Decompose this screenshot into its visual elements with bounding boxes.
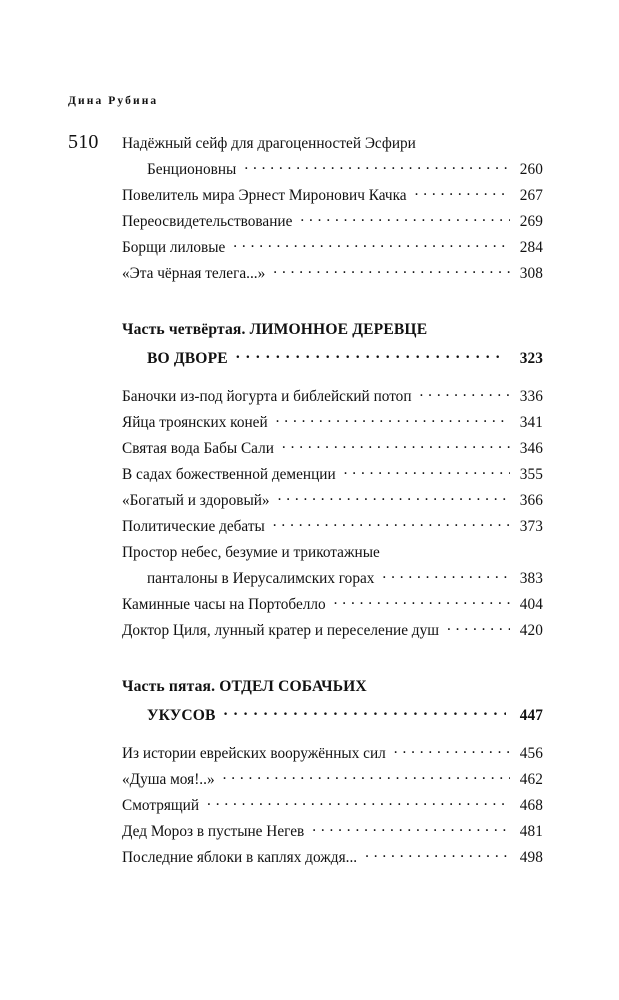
toc-entry[interactable]	[122, 462, 543, 488]
toc-entry-page-number: 404	[519, 596, 543, 613]
toc-part-heading-line[interactable]	[122, 672, 543, 701]
dot-leader	[273, 515, 510, 531]
table-of-contents	[122, 131, 543, 871]
toc-entry-title: «Богатый и здоровый»	[122, 492, 270, 509]
toc-entry-page-number: 481	[519, 823, 543, 840]
toc-entry-line[interactable]	[122, 436, 543, 462]
dot-leader	[388, 541, 510, 557]
toc-entry[interactable]	[122, 261, 543, 287]
toc-entry-title: Борщи лиловые	[122, 239, 226, 256]
toc-entry[interactable]	[122, 384, 543, 410]
toc-entry[interactable]	[122, 592, 543, 618]
dot-leader	[223, 768, 510, 784]
toc-entry[interactable]	[122, 845, 543, 871]
dot-leader	[233, 236, 510, 252]
toc-entry[interactable]	[122, 618, 543, 644]
dot-leader	[365, 846, 510, 862]
toc-part-heading[interactable]	[122, 315, 543, 373]
dot-leader	[312, 820, 510, 836]
toc-part-heading-line[interactable]	[122, 315, 543, 344]
toc-entry-title: панталоны в Иерусалимских горах	[147, 570, 375, 587]
dot-leader	[382, 567, 510, 583]
toc-entry-title: Из истории еврейских вооружённых сил	[122, 745, 386, 762]
toc-entry-line[interactable]	[122, 793, 543, 819]
toc-entry[interactable]	[122, 488, 543, 514]
spacer	[122, 644, 543, 672]
toc-entry-page-number: 366	[519, 492, 543, 509]
toc-entry-line[interactable]	[122, 540, 543, 566]
toc-entry-line[interactable]	[122, 209, 543, 235]
toc-entry-line[interactable]	[122, 261, 543, 287]
spacer	[122, 373, 543, 384]
dot-leader	[424, 132, 510, 148]
dot-leader	[375, 675, 506, 691]
dot-leader	[244, 158, 510, 174]
toc-entry-title: Смотрящий	[122, 797, 200, 814]
spacer	[122, 287, 543, 315]
dot-leader	[282, 437, 510, 453]
toc-entry-page-number: 336	[519, 388, 543, 405]
toc-entry-title: Яйца троянских коней	[122, 414, 268, 431]
toc-entry-page-number: 341	[519, 414, 543, 431]
toc-entry[interactable]	[122, 514, 543, 540]
toc-entry-title: Бенционовны	[147, 161, 237, 178]
dot-leader	[278, 489, 510, 505]
toc-entry-title: Надёжный сейф для драгоценностей Эсфири	[122, 135, 416, 152]
toc-entry-page-number: 284	[519, 239, 543, 256]
toc-part-heading-title: Часть пятая. ОТДЕЛ СОБАЧЬИХ	[122, 678, 367, 695]
toc-entry-line[interactable]	[122, 131, 543, 157]
dot-leader	[394, 742, 510, 758]
toc-entry-line[interactable]	[122, 741, 543, 767]
toc-part-heading-title: Часть четвёртая. ЛИМОННОЕ ДЕРЕВЦЕ	[122, 321, 428, 338]
toc-entry-line[interactable]	[122, 819, 543, 845]
toc-part-heading[interactable]	[122, 672, 543, 730]
running-head: Дина Рубина	[68, 95, 159, 107]
toc-entry[interactable]	[122, 793, 543, 819]
dot-leader	[300, 210, 510, 226]
toc-entry-line[interactable]	[122, 384, 543, 410]
toc-entry-page-number: 355	[519, 466, 543, 483]
toc-entry-line[interactable]	[122, 767, 543, 793]
dot-leader	[415, 184, 510, 200]
folio-page-number: 510	[68, 131, 99, 153]
toc-entry-title: Каминные часы на Портобелло	[122, 596, 326, 613]
toc-entry-title: «Душа моя!..»	[122, 771, 215, 788]
toc-entry-page-number: 269	[519, 213, 543, 230]
toc-entry[interactable]	[122, 819, 543, 845]
toc-entry-page-number: 260	[519, 161, 543, 178]
toc-part-heading-line[interactable]	[122, 701, 543, 730]
toc-entry-line[interactable]	[122, 845, 543, 871]
toc-entry[interactable]	[122, 741, 543, 767]
toc-entry-line[interactable]	[122, 618, 543, 644]
dot-leader	[236, 347, 506, 363]
toc-entry-title: Повелитель мира Эрнест Миронович Качка	[122, 187, 407, 204]
toc-entry[interactable]	[122, 410, 543, 436]
dot-leader	[273, 262, 510, 278]
toc-entry-line[interactable]	[122, 462, 543, 488]
toc-entry-title: В садах божественной деменции	[122, 466, 336, 483]
toc-part-page-number: 447	[519, 707, 543, 724]
dot-leader	[276, 411, 510, 427]
toc-entry-title: Дед Мороз в пустыне Негев	[122, 823, 305, 840]
toc-entry-page-number: 346	[519, 440, 543, 457]
toc-entry-page-number: 420	[519, 622, 543, 639]
toc-entry-line[interactable]	[122, 157, 543, 183]
toc-entry-page-number: 456	[519, 745, 543, 762]
toc-entry-line[interactable]	[122, 566, 543, 592]
dot-leader	[334, 593, 510, 609]
toc-entry[interactable]	[122, 209, 543, 235]
toc-entry-page-number: 267	[519, 187, 543, 204]
toc-entry[interactable]	[122, 235, 543, 261]
toc-part-heading-title: ВО ДВОРЕ	[147, 350, 228, 367]
toc-entry-page-number: 468	[519, 797, 543, 814]
toc-entry-page-number: 462	[519, 771, 543, 788]
toc-entry-title: Простор небес, безумие и трикотажные	[122, 544, 380, 561]
toc-entry-line[interactable]	[122, 488, 543, 514]
toc-part-heading-title: УКУСОВ	[147, 707, 216, 724]
toc-entry-title: Политические дебаты	[122, 518, 265, 535]
dot-leader	[420, 385, 510, 401]
toc-entry-line[interactable]	[122, 592, 543, 618]
toc-entry-title: Святая вода Бабы Сали	[122, 440, 274, 457]
toc-entry-page-number: 373	[519, 518, 543, 535]
toc-entry[interactable]	[122, 540, 543, 592]
toc-entry-title: Последние яблоки в каплях дождя...	[122, 849, 358, 866]
toc-entry-title: Баночки из-под йогурта и библейский потоп	[122, 388, 412, 405]
toc-entry-page-number: 308	[519, 265, 543, 282]
toc-entry-line[interactable]	[122, 410, 543, 436]
dot-leader	[344, 463, 510, 479]
dot-leader	[224, 704, 506, 720]
dot-leader	[447, 619, 510, 635]
toc-entry[interactable]	[122, 183, 543, 209]
toc-entry-title: «Эта чёрная телега...»	[122, 265, 266, 282]
dot-leader	[207, 794, 510, 810]
toc-entry[interactable]	[122, 131, 543, 183]
toc-entry-line[interactable]	[122, 514, 543, 540]
toc-entry[interactable]	[122, 767, 543, 793]
toc-entry-title: Доктор Циля, лунный кратер и переселение душ	[122, 622, 440, 639]
toc-part-group	[122, 644, 543, 871]
toc-entry-title: Переосвидетельствование	[122, 213, 293, 230]
toc-entry-line[interactable]	[122, 183, 543, 209]
toc-entry-line[interactable]	[122, 235, 543, 261]
toc-entry-page-number: 498	[519, 849, 543, 866]
toc-entry[interactable]	[122, 436, 543, 462]
toc-part-group	[122, 287, 543, 644]
dot-leader	[435, 318, 506, 334]
toc-entry-page-number: 383	[519, 570, 543, 587]
spacer	[122, 730, 543, 741]
toc-part-page-number: 323	[519, 350, 543, 367]
toc-entry-group	[122, 131, 543, 287]
toc-part-heading-line[interactable]	[122, 344, 543, 373]
